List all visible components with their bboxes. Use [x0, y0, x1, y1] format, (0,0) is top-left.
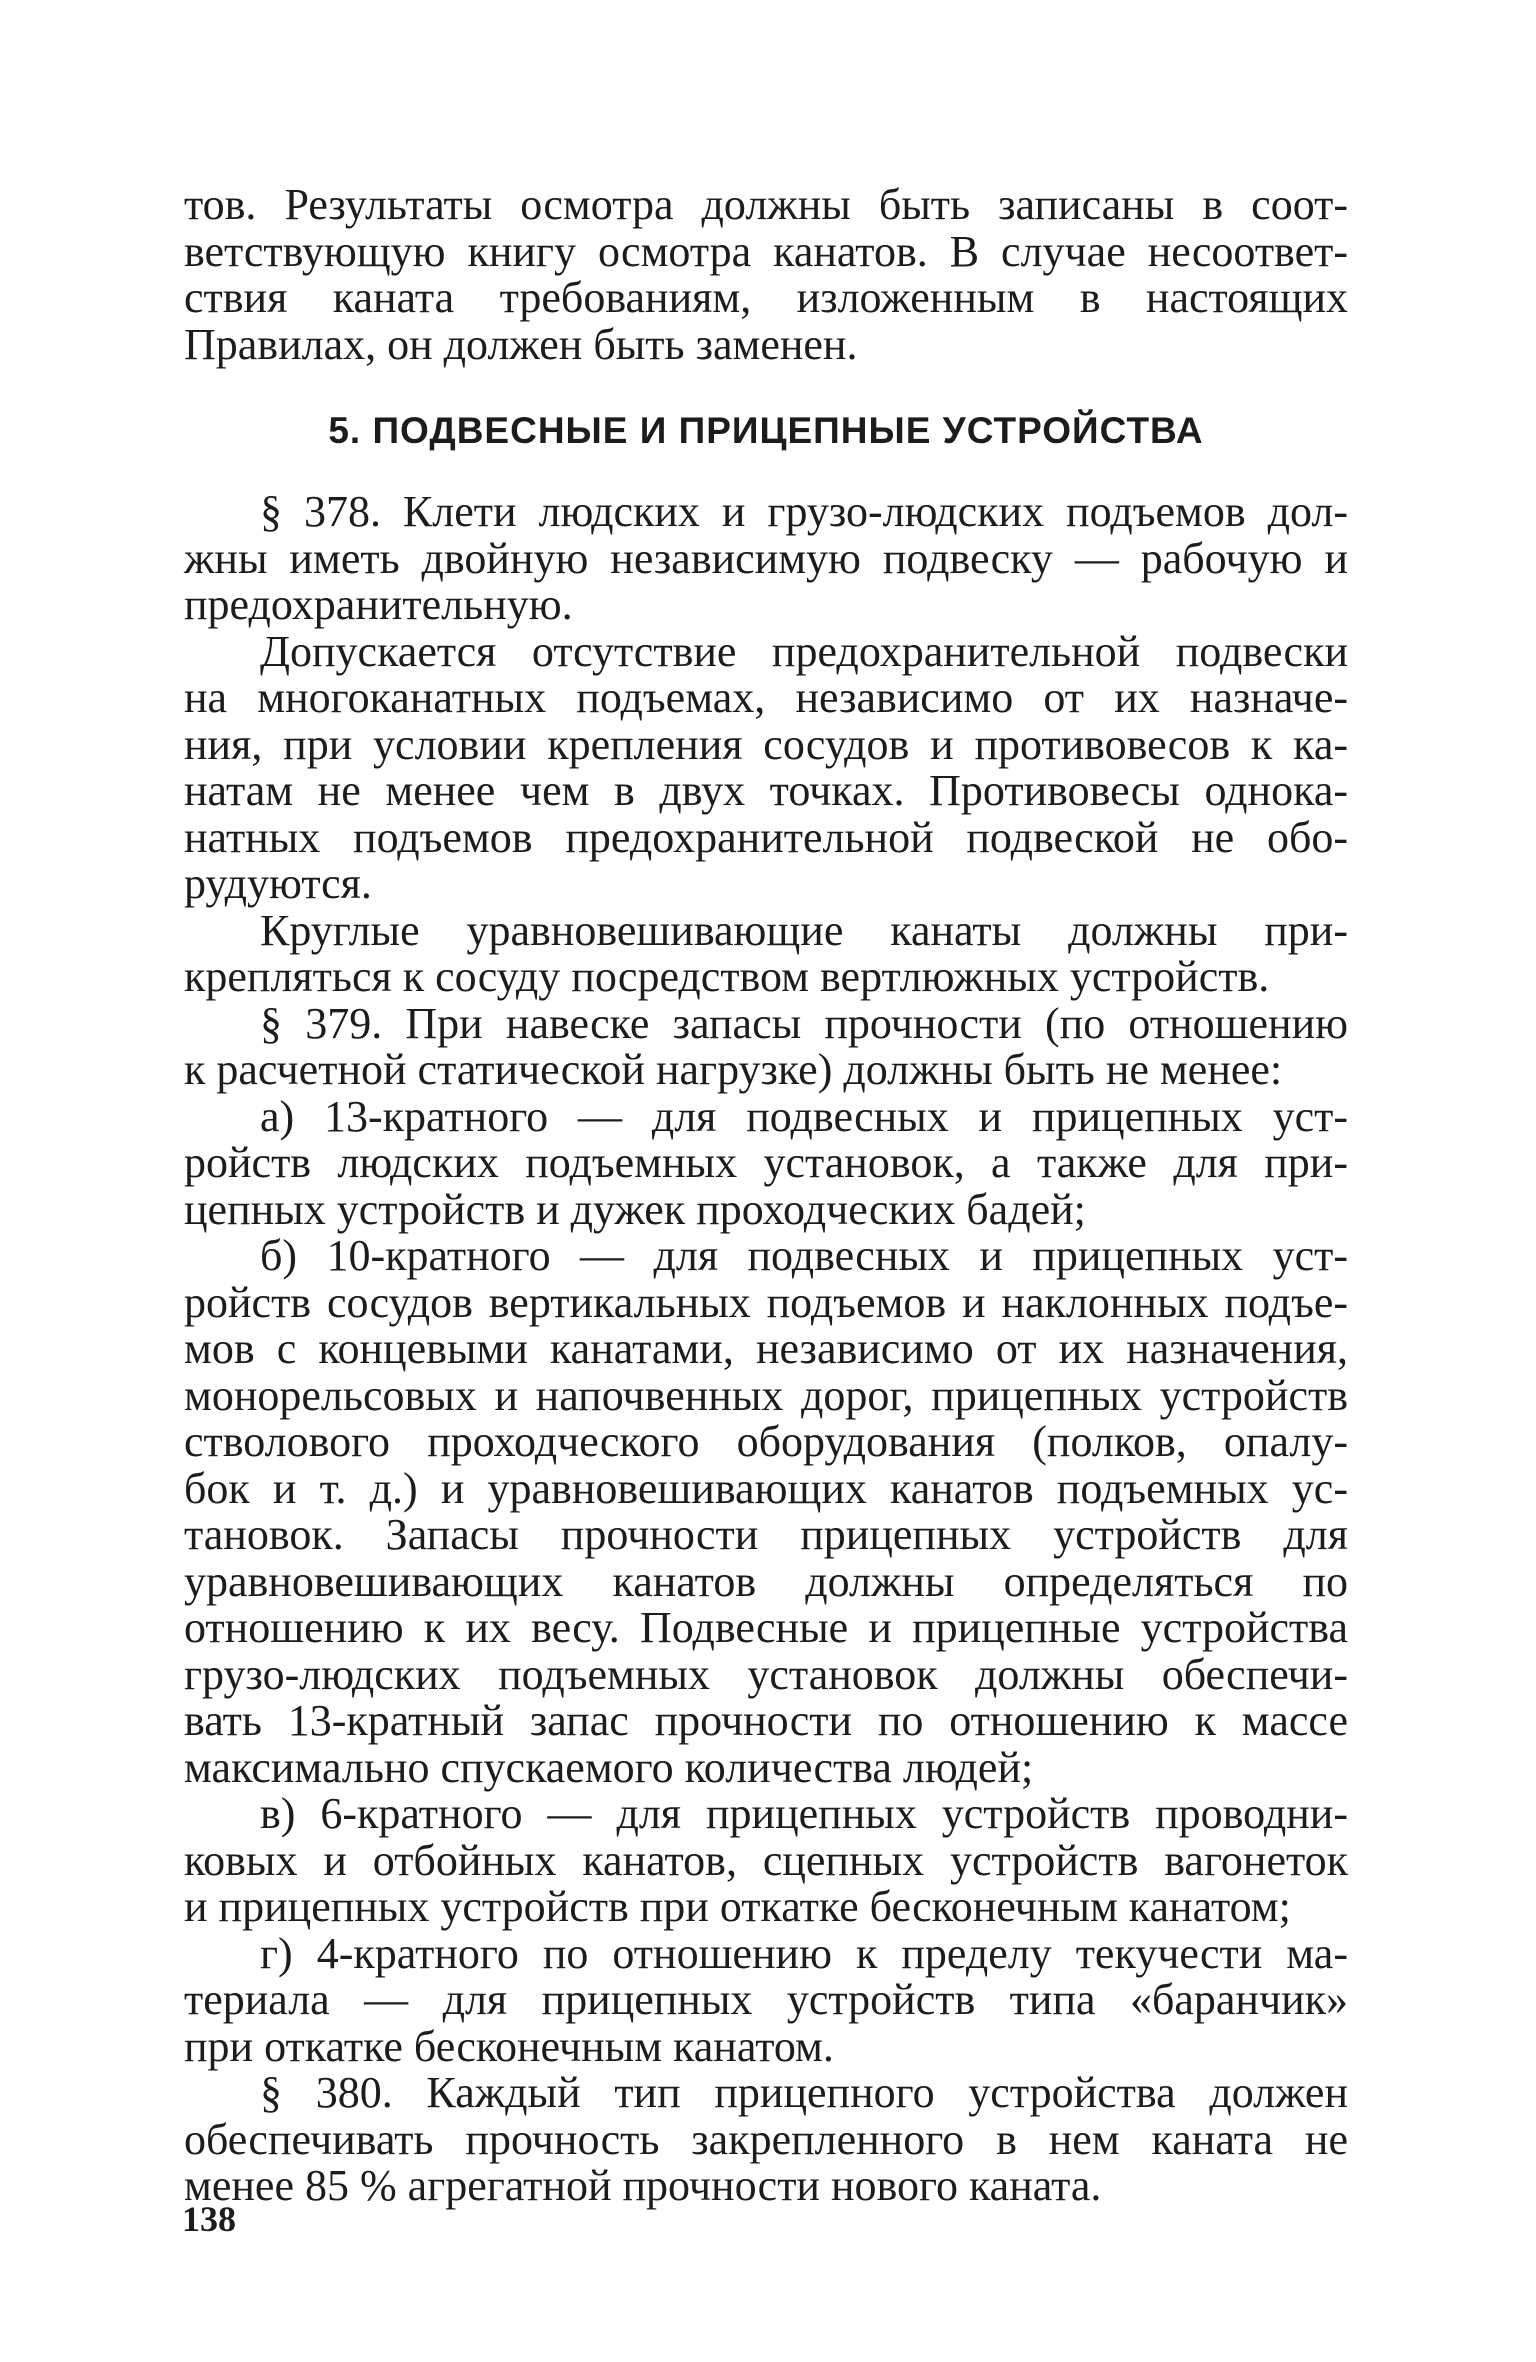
text-line: жны иметь двойную независимую подвеску — рабочую и [184, 533, 1348, 583]
text-line: грузо-людских подъемных установок должны обеспечи- [184, 1649, 1348, 1699]
text-line: ройств людских подъемных установок, а также для при- [184, 1138, 1348, 1187]
text-line: тов. Результаты осмотра должны быть записаны в соот- [184, 180, 1348, 229]
text-line: при откатке бесконечным канатом. [184, 2021, 834, 2071]
text-line: ковых и отбойных канатов, сцепных устройств вагонеток [184, 1835, 1348, 1885]
text-line: в) 6-кратного — для прицепных устройств проводни- [260, 1789, 1348, 1838]
text-line: бок и т. д.) и уравновешивающих канатов подъемных ус- [184, 1463, 1348, 1513]
text-line: рудуются. [184, 859, 372, 908]
text-line: мов с концевыми канатами, независимо от их назначения, [184, 1324, 1348, 1373]
paragraph-380 [184, 2070, 1348, 2210]
text-line: § 379. При навеске запасы прочности (по отношению [260, 998, 1348, 1048]
text-line: б) 10-кратного — для подвесных и прицепных уст- [260, 1231, 1348, 1280]
paragraph-378 [184, 489, 1348, 629]
text-line: стволового проходческого оборудования (полков, опалу- [184, 1417, 1348, 1466]
text-line: ройств сосудов вертикальных подъемов и наклонных подъе- [184, 1277, 1348, 1327]
paragraph-379 [184, 998, 1348, 1094]
text-line: териала — для прицепных устройств типа «баранчик» [184, 1975, 1348, 2024]
text-line: отношению к их весу. Подвесные и прицепные устройства [184, 1603, 1348, 1652]
text-line: натам не менее чем в двух точках. Противовесы однока- [184, 766, 1348, 815]
text-line: к расчетной статической нагрузке) должны быть не менее: [184, 1045, 1283, 1094]
text-line: ния, при условии крепления сосудов и противовесов к ка- [184, 719, 1348, 769]
text-line: менее 85 % агрегатной прочности нового каната. [184, 2161, 1102, 2210]
text-line: максимально спускаемого количества людей; [184, 1742, 1034, 1792]
document-page [184, 182, 1348, 2210]
text-line: цепных устройств и дужек проходческих бадей; [184, 1184, 1086, 1234]
list-item-a [184, 1091, 1348, 1234]
text-line: § 378. Клети людских и грузо-людских подъемов дол- [260, 487, 1348, 536]
text-line: монорельсовых и напочвенных дорог, прицепных устройств [184, 1370, 1348, 1420]
text-line: и прицепных устройств при откатке бесконечным канатом; [184, 1882, 1291, 1931]
text-line: вать 13-кратный запас прочности по отношению к массе [184, 1696, 1348, 1745]
text-line: обеспечивать прочность закрепленного в нем каната не [184, 2114, 1348, 2164]
list-item-g [184, 1928, 1348, 2071]
list-item-b [184, 1233, 1348, 1791]
paragraph-intro [184, 182, 1348, 368]
text-line: предохранительную. [184, 580, 573, 629]
text-line: Допускается отсутствие предохранительной подвески [260, 626, 1348, 676]
text-line: Правилах, он должен быть заменен. [184, 319, 858, 369]
paragraph-allowance [184, 626, 1348, 908]
text-line: § 380. Каждый тип прицепного устройства должен [260, 2068, 1348, 2117]
text-line: г) 4-кратного по отношению к пределу текучести ма- [260, 1928, 1348, 1978]
text-line: ветствующую книгу осмотра канатов. В случае несоответ- [184, 226, 1348, 276]
text-line: крепляться к сосуду посредством вертлюжных устройств. [184, 952, 1270, 1001]
page-number: 138 [182, 2199, 236, 2239]
paragraph-ropes [184, 905, 1348, 1001]
text-line: уравновешивающих канатов должны определяться по [184, 1556, 1348, 1606]
text-line: натных подъемов предохранительной подвеской не обо- [184, 812, 1348, 862]
text-line: тановок. Запасы прочности прицепных устройств для [184, 1510, 1348, 1559]
text-line: на многоканатных подъемах, независимо от их назначе- [184, 673, 1348, 722]
list-item-v [184, 1791, 1348, 1931]
text-line: ствия каната требованиям, изложенным в настоящих [184, 273, 1348, 322]
section-heading: 5. ПОДВЕСНЫЕ И ПРИЦЕПНЫЕ УСТРОЙСТВА [328, 410, 1204, 451]
text-line: Круглые уравновешивающие канаты должны при- [260, 905, 1348, 955]
text-line: а) 13-кратного — для подвесных и прицепных уст- [260, 1091, 1348, 1141]
